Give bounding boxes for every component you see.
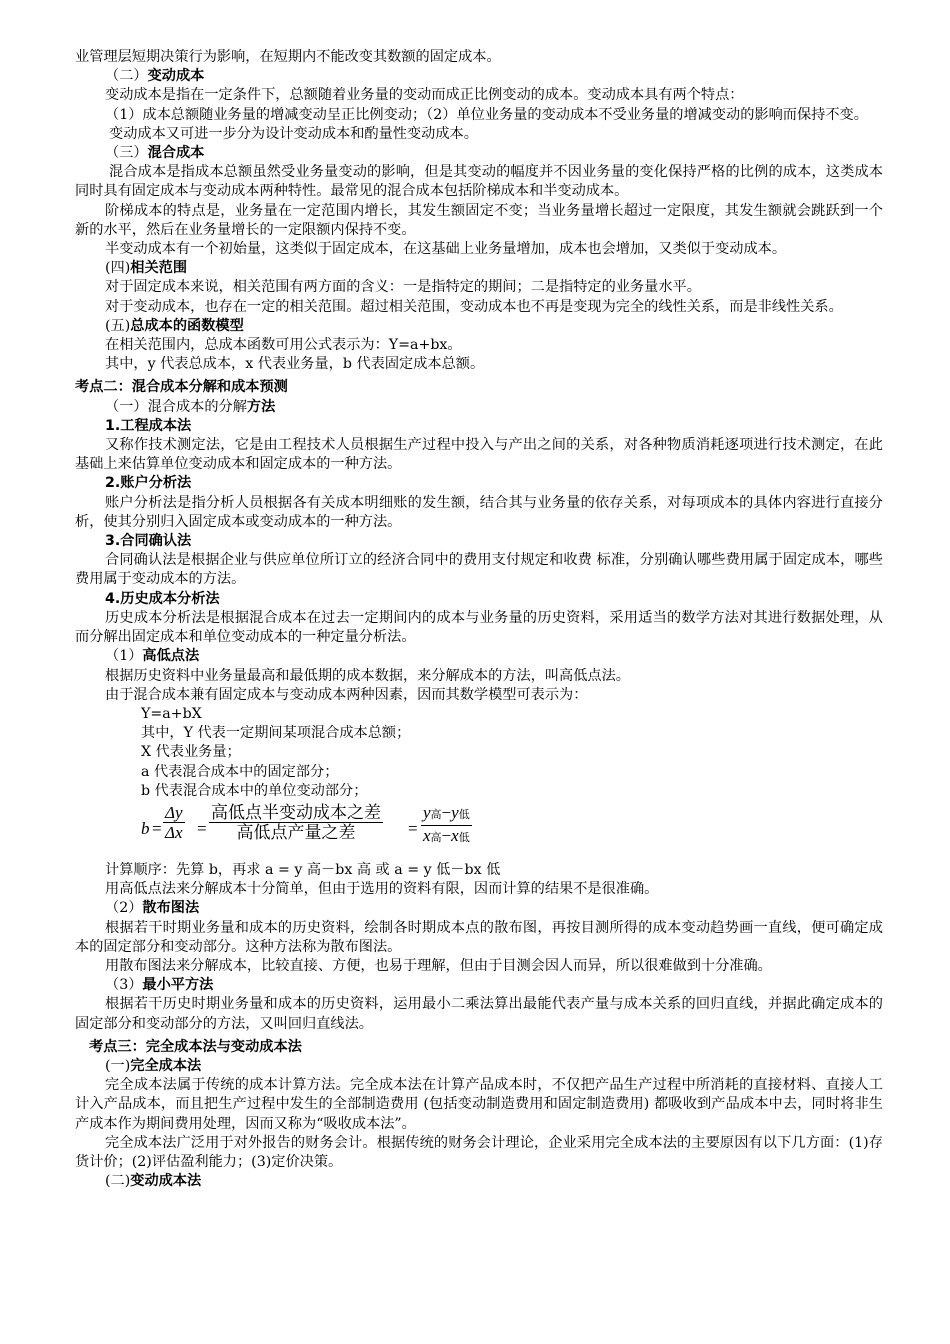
method-heading: 3.合同确认法 [105,533,192,550]
paragraph: 又称作技术测定法，它是由工程技术人员根据生产过程中投入与产出之间的关系，对各种物质消耗逐项进行技术测定，在此基础上来估算单位变动成本和固定成本的一种方法。 [75,437,883,473]
formula-line: Y=a+bX [141,705,202,722]
exam-point-heading: 考点三：完全成本法与变动成本法 [89,1038,302,1055]
paragraph: 完全成本法属于传统的成本计算方法。完全成本法在计算产品成本时，不仅把产品生产过程中所消耗的直接材料、直接人工计入产品成本，而且把生产过程中发生的全部制造费用 (包括变动制造费用和固定制造费用) 都吸收到产品成本中去，同时将非生产成本作为期间费用处理，因而又称为“吸收成本法”。 [75,1077,883,1132]
paragraph: 计算顺序：先算 b，再求 a = y 高－bx 高 或 a = y 低－bx 低 [105,861,501,878]
paragraph: 半变动成本有一个初始量，这类似于固定成本，在这基础上业务量增加，成本也会增加，又类似于变动成本。 [105,241,787,258]
formula-line: a 代表混合成本中的固定部分； [141,763,339,780]
formula-line: b 代表混合成本中的单位变动部分； [141,782,368,799]
paragraph: 混合成本是指成本总额虽然受业务量变动的影响，但是其变动的幅度并不因业务量的变化保持严格的比例的成本，这类成本同时具有固定成本与变动成本两种特性。最常见的混合成本包括阶梯成本和半变动成本。 [75,164,883,200]
subsection-heading: （2）散布图法 [105,900,200,917]
paragraph: 变动成本又可进一步分为设计变动成本和酌量性变动成本。 [109,125,478,142]
paragraph: 业管理层短期决策行为影响，在短期内不能改变其数额的固定成本。 [75,49,501,65]
subsection-heading: （1）高低点法 [105,648,200,665]
paragraph: 由于混合成本兼有固定成本与变动成本两种因素，因而其数学模型可表示为： [105,686,588,703]
paragraph: 根据若干历史时期业务量和成本的历史资料，运用最小二乘法算出最能代表产量与成本关系的回归直线，并据此确定成本的固定部分和变动部分的方法，又叫回归直线法。 [75,996,883,1032]
formula-equals: = [408,818,418,838]
section-heading: （三）混合成本 [105,145,205,162]
fraction-delta: $\frac{\Delta y}{\Delta x}$ [165,802,183,843]
section-heading: （一）混合成本的分解方法 [105,398,276,415]
fraction-highlow: y高−y低 x高−x低 [423,802,470,846]
fraction-words: 高低点半变动成本之差 高低点产量之差 [211,802,381,843]
section-heading: (一)完全成本法 [105,1057,202,1074]
paragraph: 对于变动成本，也存在一定的相关范围。超过相关范围，变动成本也不再是变现为完全的线性关系，而是非线性关系。 [105,298,843,315]
formula-line: 其中，Y 代表一定期间某项混合成本总额； [141,725,411,742]
paragraph: （1）成本总额随业务量的增减变动呈正比例变动；（2）单位业务量的变动成本不受业务量的增减变动的影响而保持不变。 [105,106,868,123]
paragraph: 变动成本是指在一定条件下，总额随着业务量的变动而成正比例变动的成本。变动成本具有两个特点： [105,87,744,104]
high-low-formula [141,803,883,859]
formula-lhs: b [141,818,150,838]
paragraph: 用散布图法来分解成本，比较直接、方便，也易于理解，但由于目测会因人而异，所以很难做到十分准确。 [105,957,772,974]
subsection-heading: （3）最小平方法 [105,977,214,994]
method-heading: 4.历史成本分析法 [105,590,220,607]
paragraph: 其中，y 代表总成本，x 代表业务量，b 代表固定成本总额。 [105,356,485,373]
method-heading: 1.工程成本法 [105,417,192,434]
formula-line: X 代表业务量； [141,744,241,761]
paragraph: 根据历史资料中业务量最高和最低期的成本数据，来分解成本的方法，叫高低点法。 [105,667,630,684]
paragraph: 在相关范围内，总成本函数可用公式表示为：Y=a+bx。 [105,337,462,354]
paragraph: 历史成本分析法是根据混合成本在过去一定期间内的成本与业务量的历史资料，采用适当的数学方法对其进行数据处理，从而分解出固定成本和单位变动成本的一种定量分析法。 [75,609,883,646]
formula-equals: = [152,818,162,838]
section-heading: （二）变动成本 [105,68,205,85]
paragraph: 完全成本法广泛用于对外报告的财务会计。根据传统的财务会计理论，企业采用完全成本法的主要原因有以下几方面：(1)存货计价；(2)评估盈利能力；(3)定价决策。 [75,1134,883,1170]
section-heading: (四)相关范围 [105,260,188,277]
paragraph: 用高低点法来分解成本十分简单，但由于选用的资料有限，因而计算的结果不是很准确。 [105,881,659,898]
paragraph: 阶梯成本的特点是，业务量在一定范围内增长，其发生额固定不变；当业务量增长超过一定限度，其发生额就会跳跃到一个新的水平，然后在业务量增长的一定限额内保持不变。 [75,202,883,238]
paragraph: 根据若干时期业务量和成本的历史资料，绘制各时期成本点的散布图，再按目测所得的成本变动趋势画一直线，便可确定成本的固定部分和变动部分。这种方法称为散布图法。 [75,919,883,955]
paragraph: 合同确认法是根据企业与供应单位所订立的经济合同中的费用支付规定和收费 标准，分别确认哪些费用属于固定成本，哪些费用属于变动成本的方法。 [75,552,883,588]
paragraph: 账户分析法是指分析人员根据各有关成本明细账的发生额，结合其与业务量的依存关系，对每项成本的具体内容进行直接分析，使其分别归入固定成本或变动成本的一种方法。 [75,494,883,530]
section-heading: (五)总成本的函数模型 [105,317,244,334]
paragraph: 对于固定成本来说，相关范围有两方面的含义：一是指特定的期间；二是指特定的业务量水平。 [105,279,701,296]
formula-equals: = [197,818,207,838]
document-page [75,48,883,1191]
exam-point-heading: 考点二：混合成本分解和成本预测 [75,379,288,396]
method-heading: 2.账户分析法 [105,475,192,492]
section-heading: (二)变动成本法 [105,1173,202,1190]
